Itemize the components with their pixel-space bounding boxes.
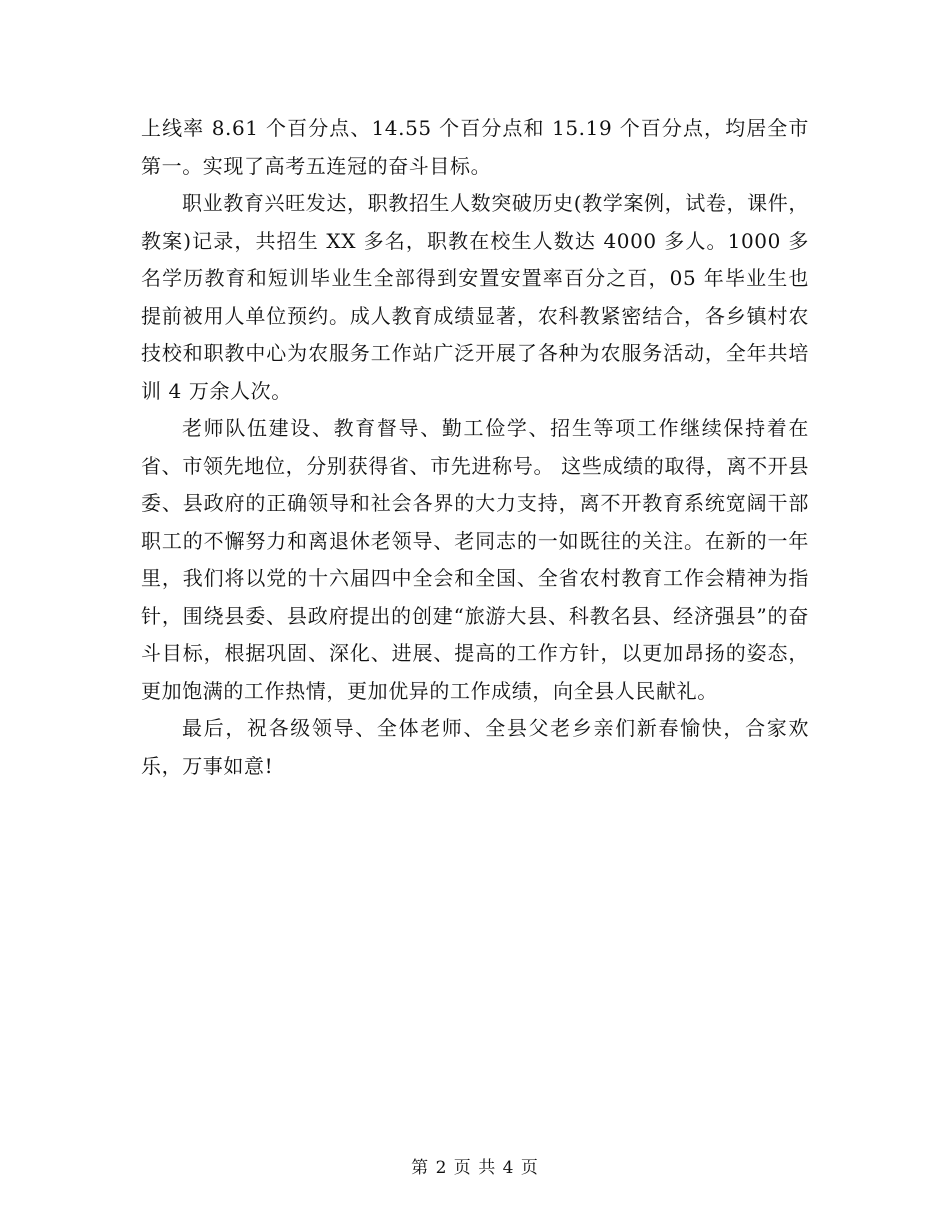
paragraph-4: 最后，祝各级领导、全体老师、全县父老乡亲们新春愉快，合家欢乐，万事如意! [141,716,809,778]
page-number-footer: 第 2 页 共 4 页 [411,1158,539,1178]
document-body [141,110,809,785]
paragraph-3: 老师队伍建设、教育督导、勤工俭学、招生等项工作继续保持着在省、市领先地位，分别获得省、市先进称号。 这些成绩的取得，离不开县委、县政府的正确领导和社会各界的大力支持，离不开教育系统宽阔干部职工的不懈努力和离退休老领导、老同志的一如既往的关注。在新的一年里，我们将以党的十六届四中全会和全国、全省农村教育工作会精神为指针，围绕县委、县政府提出的创建“旅游大县、科教名县、经济强县”的奋斗目标，根据巩固、深化、进展、提高的工作方针，以更加昂扬的姿态，更加饱满的工作热情，更加优异的工作成绩，向全县人民献礼。 [141,416,809,703]
paragraph-2: 职业教育兴旺发达，职教招生人数突破历史(教学案例，试卷，课件，教案)记录，共招生 XX 多名，职教在校生人数达 4000 多人。1000 多名学历教育和短训毕业生全部得到安置安置率百分之百，05 年毕业生也提前被用人单位预约。成人教育成绩显著，农科教紧密结合，各乡镇村农技校和职教中心为农服务工作站广泛开展了各种为农服务活动，全年共培训 4 万余人次。 [141,191,809,403]
paragraph-1: 上线率 8.61 个百分点、14.55 个百分点和 15.19 个百分点，均居全市第一。实现了高考五连冠的奋斗目标。 [141,116,809,178]
